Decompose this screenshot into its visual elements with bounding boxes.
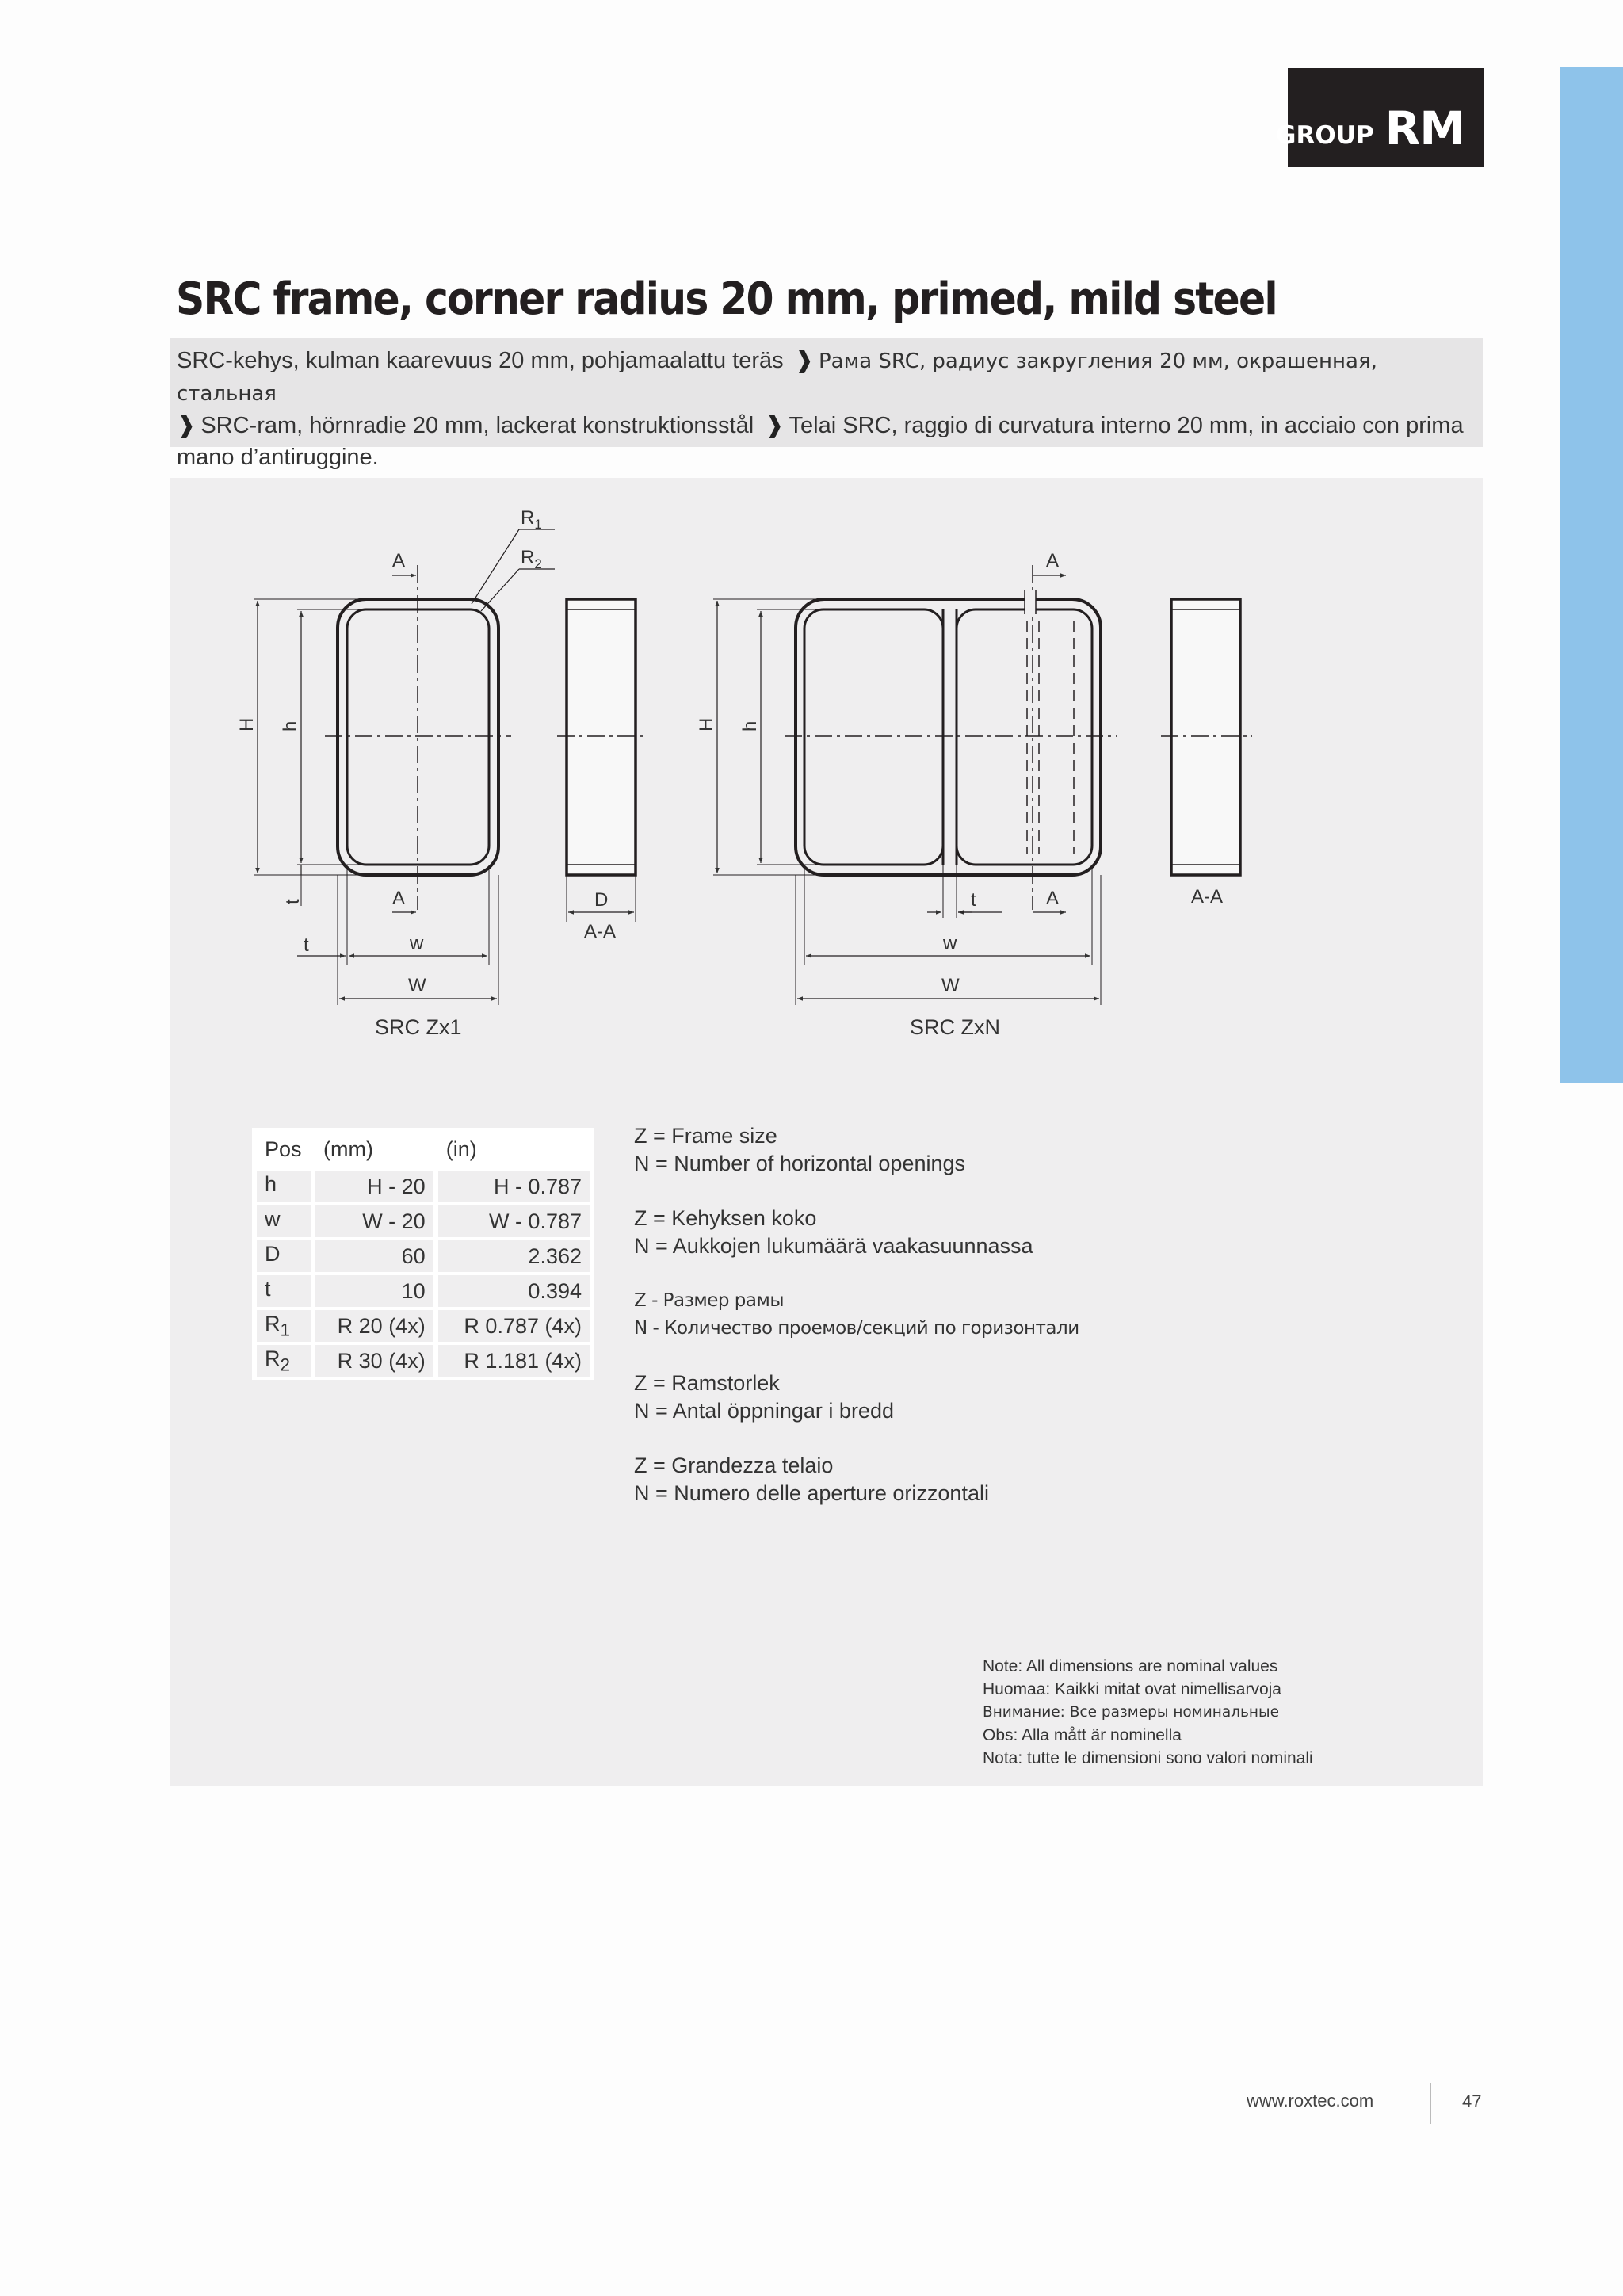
side-accent-bar (1560, 67, 1623, 1083)
legend-n: N = Numero delle aperture orizzontali (634, 1481, 989, 1505)
dimension-notes (983, 1655, 1313, 1770)
group-badge (1276, 68, 1484, 167)
cell-in: R 0.787 (4x) (438, 1310, 590, 1342)
cell-pos: $R_1$ (257, 1310, 311, 1342)
header-pos: Pos (257, 1131, 311, 1167)
footer-url[interactable]: www.roxtec.com (1247, 2091, 1374, 2111)
separator-icon: ❱ (177, 413, 197, 438)
cell-pos: h (257, 1171, 311, 1202)
table-row (257, 1205, 590, 1237)
note-fi: Huomaa: Kaikki mitat ovat nimellisarvoja (983, 1680, 1281, 1698)
legend-z: Z = Frame size (634, 1124, 777, 1148)
legend-z: Z = Ramstorlek (634, 1371, 780, 1395)
note-sv: Obs: Alla mått är nominella (983, 1726, 1182, 1744)
variable-legend (634, 1122, 1189, 1534)
group-code: RM (1384, 101, 1465, 155)
cell-pos: t (257, 1275, 311, 1307)
cell-pos: $R_2$ (257, 1345, 311, 1377)
legend-n: N = Aukkojen lukumäärä vaakasuunnassa (634, 1234, 1033, 1258)
legend-z: Z = Grandezza telaio (634, 1454, 834, 1477)
inner-opening-left (804, 609, 943, 865)
label-W-right: W (941, 975, 960, 996)
footer-divider (1430, 2083, 1431, 2124)
table-row (257, 1310, 590, 1342)
label-a-bottom: A (392, 888, 406, 909)
cell-mm: R 20 (4x) (315, 1310, 433, 1342)
separator-icon: ❱ (794, 348, 814, 373)
table-row (257, 1240, 590, 1272)
src-zxn-view (713, 565, 1252, 1005)
legend-group-en (634, 1122, 1189, 1178)
inner-opening-right (957, 609, 1092, 865)
legend-z: Z - Размер рамы (634, 1290, 784, 1311)
legend-n: N - Количество проемов/секций по горизонтали (634, 1318, 1079, 1339)
cell-mm: W - 20 (315, 1205, 433, 1237)
section-caption-left: A-A (584, 921, 617, 942)
cell-in: H - 0.787 (438, 1171, 590, 1202)
caption-src-zxn: SRC ZxN (910, 1015, 1000, 1039)
cell-mm: 10 (315, 1275, 433, 1307)
cell-mm: 60 (315, 1240, 433, 1272)
section-a-a (567, 599, 636, 875)
subtitle-translations (170, 338, 1483, 470)
table-row (257, 1345, 590, 1377)
caption-src-zx1: SRC Zx1 (375, 1015, 462, 1039)
technical-drawing (170, 478, 1483, 1128)
subtitle-fi: SRC-kehys, kulman kaarevuus 20 mm, pohjamaalattu teräs (177, 348, 784, 373)
label-h-right: h (739, 720, 761, 732)
subtitle-ru: Рама SRC, радиус закругления 20 мм, окрашенная, стальная (177, 350, 1377, 406)
separator-icon: ❱ (765, 413, 785, 438)
cell-mm: H - 20 (315, 1171, 433, 1202)
legend-group-it (634, 1452, 1189, 1507)
label-w-right: w (943, 933, 957, 954)
label-W: W (408, 975, 426, 996)
legend-z: Z = Kehyksen koko (634, 1206, 817, 1230)
legend-group-fi (634, 1205, 1189, 1260)
label-a-bottom-right: A (1046, 888, 1060, 909)
section-caption-right: A-A (1191, 886, 1224, 907)
cell-pos: D (257, 1240, 311, 1272)
table-row (257, 1171, 590, 1202)
label-w: w (410, 933, 424, 954)
table-header-row (257, 1131, 590, 1167)
label-h: h (280, 720, 301, 732)
label-t-right: t (971, 889, 976, 911)
cell-mm: R 30 (4x) (315, 1345, 433, 1377)
subtitle-it: Telai SRC, raggio di curvatura interno 20 mm, in acciaio con prima mano d’antiruggine. (177, 413, 1464, 470)
note-en: Note: All dimensions are nominal values (983, 1657, 1278, 1675)
page-title: SRC frame, corner radius 20 mm, primed, mild steel (176, 273, 1277, 325)
cell-in: W - 0.787 (438, 1205, 590, 1237)
label-r2: $R_2$ (521, 547, 542, 571)
group-word: GROUP (1276, 121, 1374, 150)
cell-in: 0.394 (438, 1275, 590, 1307)
page-number: 47 (1462, 2092, 1482, 2111)
legend-group-ru (634, 1287, 1189, 1343)
legend-n: N = Antal öppningar i bredd (634, 1399, 894, 1423)
label-a-top-right: A (1046, 550, 1060, 571)
legend-group-sv (634, 1370, 1189, 1425)
label-r1: $R_1$ (521, 507, 542, 532)
label-H-right: H (696, 717, 717, 732)
cell-in: 2.362 (438, 1240, 590, 1272)
note-it: Nota: tutte le dimensioni sono valori nominali (983, 1749, 1313, 1767)
subtitle-sv: SRC-ram, hörnradie 20 mm, lackerat konstruktionsstål (200, 413, 754, 438)
cell-in: R 1.181 (4x) (438, 1345, 590, 1377)
header-mm: (mm) (315, 1131, 433, 1167)
note-ru: Внимание: Все размеры номинальные (983, 1704, 1279, 1721)
cell-pos: w (257, 1205, 311, 1237)
label-H: H (236, 717, 258, 732)
label-t-vertical: t (282, 899, 304, 904)
section-a-a-right (1171, 599, 1240, 875)
dimension-table (252, 1128, 594, 1380)
table-row (257, 1275, 590, 1307)
header-in: (in) (438, 1131, 590, 1167)
legend-n: N = Number of horizontal openings (634, 1152, 965, 1175)
label-D: D (594, 889, 609, 911)
label-a-top: A (392, 550, 406, 571)
outer-frame (796, 599, 1101, 875)
label-t: t (304, 934, 309, 956)
